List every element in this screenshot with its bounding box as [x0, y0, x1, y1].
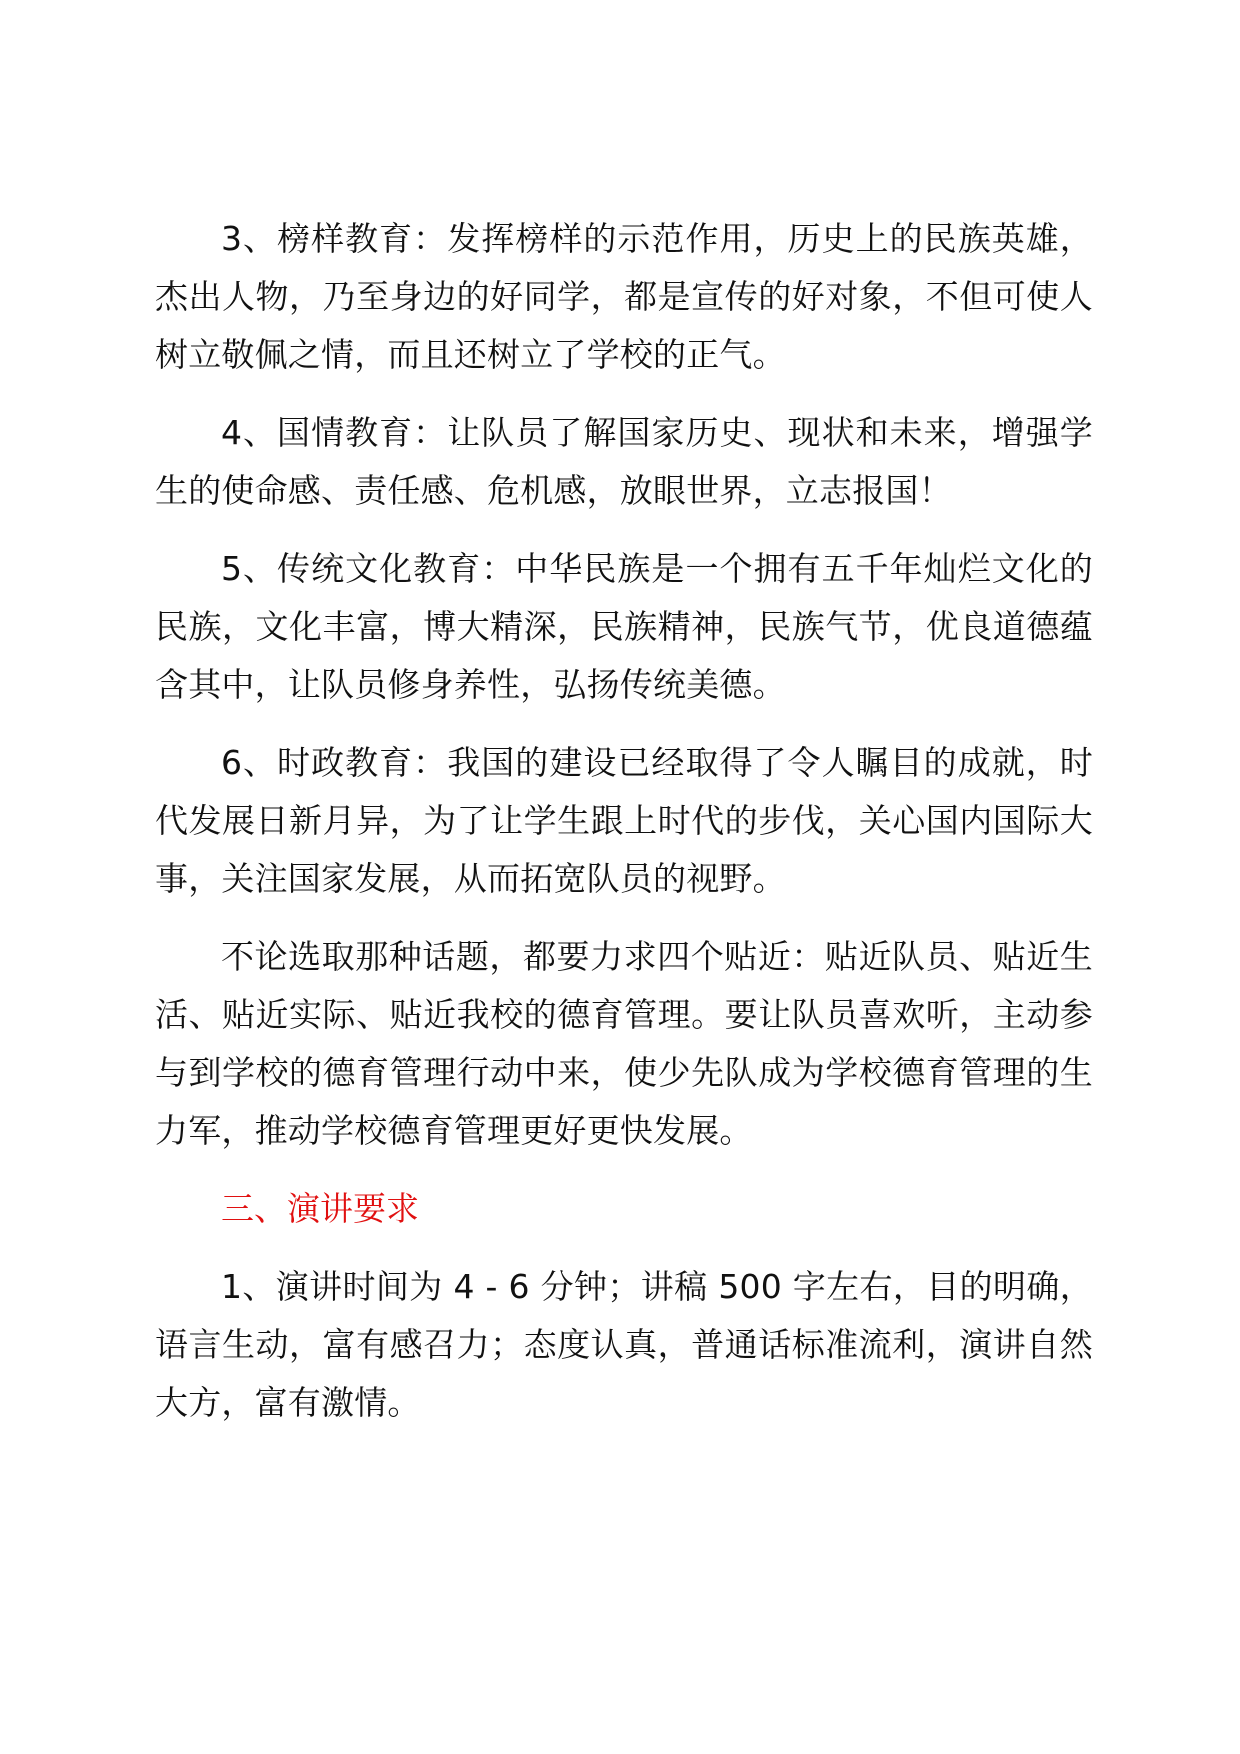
paragraph-current-affairs-education: 6、时政教育：我国的建设已经取得了令人瞩目的成就，时代发展日新月异，为了让学生跟上时代的步伐，关心国内国际大事，关注国家发展，从而拓宽队员的视野。 — [155, 743, 1093, 898]
paragraph-four-closeness: 不论选取那种话题，都要力求四个贴近：贴近队员、贴近生活、贴近实际、贴近我校的德育管理。要让队员喜欢听，主动参与到学校的德育管理行动中来，使少先队成为学校德育管理的生力军，推动学校德育管理更好更快发展。 — [155, 937, 1093, 1150]
document-body — [155, 210, 1093, 1452]
paragraph-requirement-1: 1、演讲时间为 4 - 6 分钟；讲稿 500 字左右，目的明确，语言生动，富有感召力；态度认真，普通话标准流利，演讲自然大方，富有激情。 — [155, 1267, 1093, 1422]
paragraph-national-conditions-education: 4、国情教育：让队员了解国家历史、现状和未来，增强学生的使命感、责任感、危机感，放眼世界，立志报国！ — [155, 413, 1093, 510]
paragraph-role-model-education: 3、榜样教育：发挥榜样的示范作用，历史上的民族英雄，杰出人物，乃至身边的好同学，都是宣传的好对象，不但可使人树立敬佩之情，而且还树立了学校的正气。 — [155, 219, 1093, 374]
section-heading-speech-requirements: 三、演讲要求 — [221, 1189, 419, 1228]
paragraph-traditional-culture-education: 5、传统文化教育：中华民族是一个拥有五千年灿烂文化的民族，文化丰富，博大精深，民族精神，民族气节，优良道德蕴含其中，让队员修身养性，弘扬传统美德。 — [155, 549, 1093, 704]
